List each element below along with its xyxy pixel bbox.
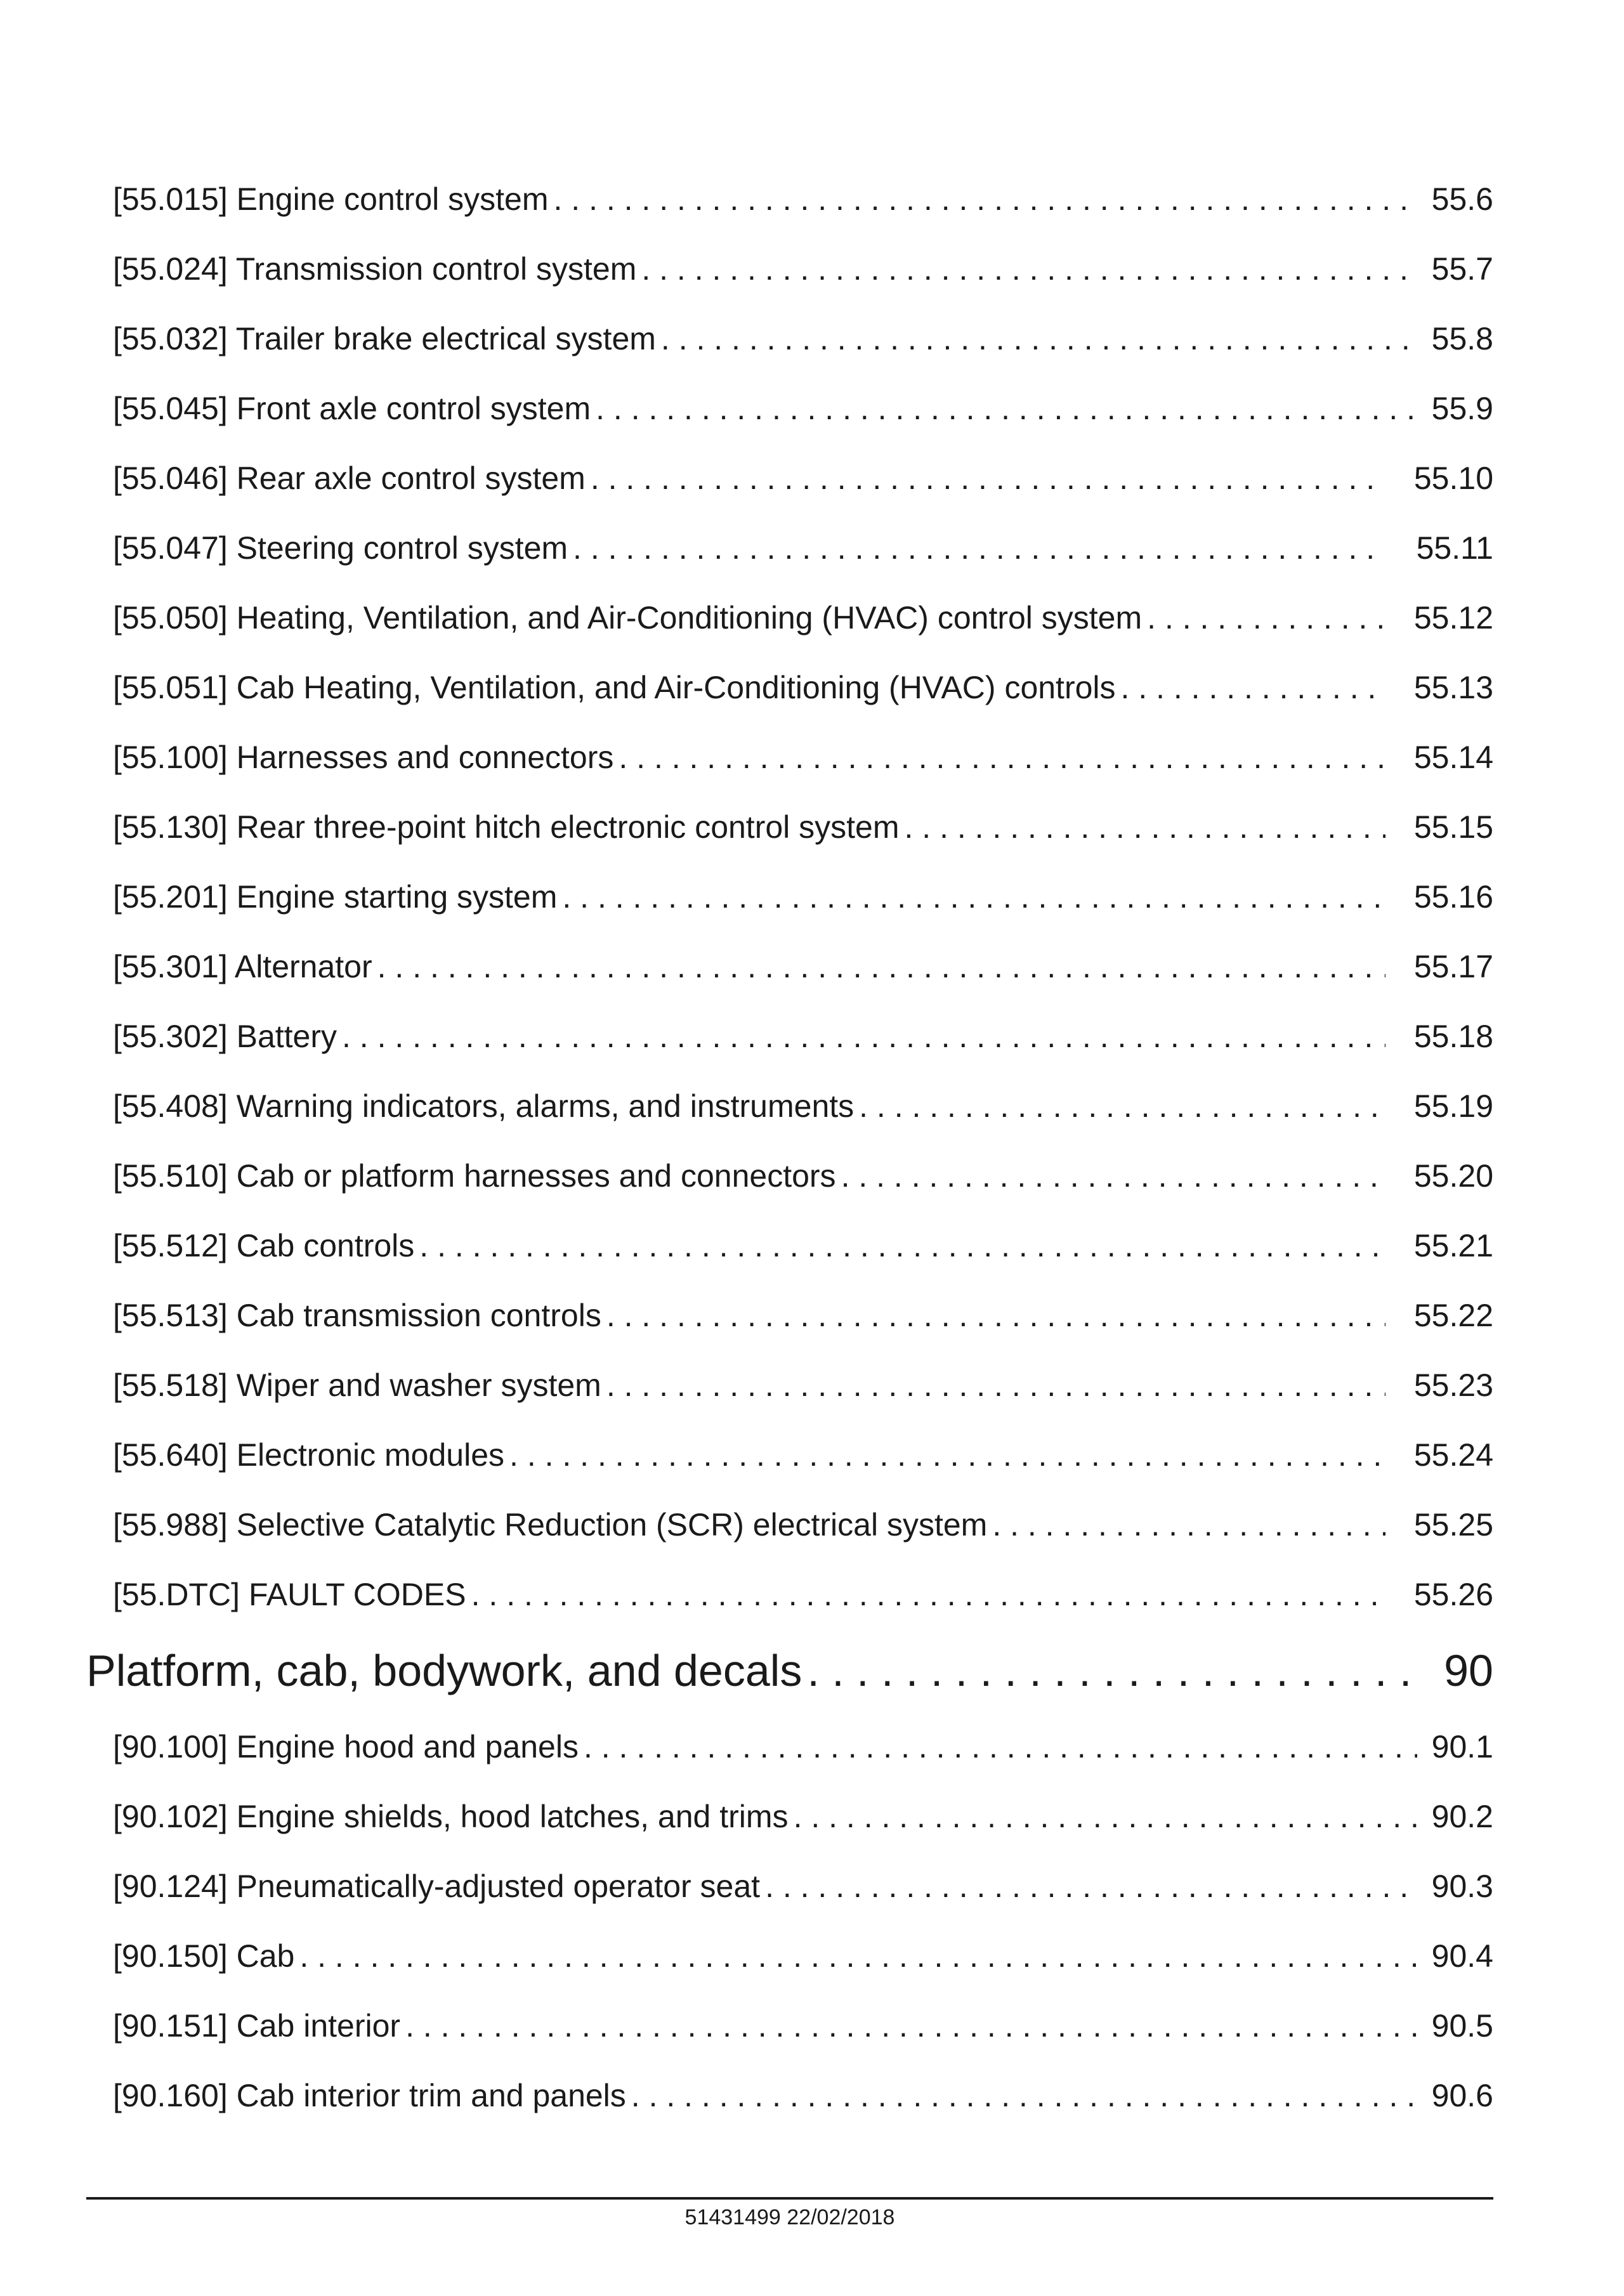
toc-entry-55-024[interactable]: [113, 250, 1493, 288]
toc-entry-label: [90.160] Cab interior trim and panels: [113, 2078, 626, 2113]
dot-leader: [841, 1157, 1385, 1195]
toc-entry-55-051[interactable]: [113, 669, 1493, 707]
toc-entry-55-032[interactable]: [113, 320, 1493, 358]
toc-entry-label: [90.124] Pneumatically-adjusted operator seat: [113, 1869, 761, 1904]
toc-entry-55-dtc[interactable]: [113, 1575, 1493, 1614]
toc-entry-page: 55.17: [1413, 949, 1493, 984]
toc-entry-label: [55.DTC] FAULT CODES: [113, 1577, 466, 1612]
toc-entry-page: 55.21: [1413, 1228, 1493, 1263]
dot-leader: [562, 878, 1385, 916]
toc-entry-label: [55.302] Battery: [113, 1019, 337, 1054]
toc-entry-label: [55.988] Selective Catalytic Reduction (SCR) electrical system: [113, 1507, 988, 1543]
toc-entry-page: 55.22: [1413, 1298, 1493, 1333]
dot-leader: [606, 1296, 1385, 1334]
dot-leader: [905, 808, 1385, 846]
toc-entry-page: 55.25: [1413, 1507, 1493, 1543]
toc-entry-page: 55.7: [1431, 251, 1493, 287]
toc-entry-page: 90.6: [1431, 2078, 1493, 2113]
toc-entry-55-640[interactable]: [113, 1436, 1493, 1474]
dot-leader: [606, 1366, 1385, 1404]
dot-leader: [807, 1644, 1424, 1697]
dot-leader: [509, 1436, 1385, 1474]
dot-leader: [1147, 599, 1385, 637]
toc-entry-55-988[interactable]: [113, 1506, 1493, 1544]
toc-entry-label: [55.045] Front axle control system: [113, 391, 591, 426]
toc-entry-page: 90.4: [1431, 1938, 1493, 1974]
toc-entry-page: 90.2: [1431, 1799, 1493, 1834]
dot-leader: [471, 1575, 1385, 1614]
dot-leader: [299, 1937, 1417, 1975]
toc-entry-page: 55.20: [1413, 1158, 1493, 1194]
toc-entry-55-201[interactable]: [113, 878, 1493, 916]
toc-entry-label: [55.510] Cab or platform harnesses and connectors: [113, 1158, 836, 1194]
toc-entry-55-045[interactable]: [113, 389, 1493, 427]
toc-entry-label: [55.050] Heating, Ventilation, and Air-Conditioning (HVAC) control system: [113, 600, 1143, 636]
dot-leader: [591, 459, 1385, 497]
toc-entry-label: [55.640] Electronic modules: [113, 1437, 505, 1473]
toc-entry-90-160[interactable]: [113, 2077, 1493, 2115]
toc-entry-label: [55.100] Harnesses and connectors: [113, 740, 614, 775]
toc-entry-label: [55.512] Cab controls: [113, 1228, 415, 1263]
toc-entry-page: 55.18: [1413, 1019, 1493, 1054]
dot-leader: [765, 1867, 1417, 1905]
dot-leader: [554, 180, 1418, 218]
toc-entry-90-150[interactable]: [113, 1937, 1493, 1975]
toc-entry-label: [55.201] Engine starting system: [113, 879, 558, 915]
toc-entry-90-151[interactable]: [113, 2007, 1493, 2045]
toc-entry-page: 55.13: [1413, 670, 1493, 705]
toc-entry-page: 55.12: [1413, 600, 1493, 636]
toc-entry-90-102[interactable]: [113, 1797, 1493, 1836]
toc-entry-label: [90.102] Engine shields, hood latches, and trims: [113, 1799, 789, 1834]
toc-entry-page: 55.10: [1413, 460, 1493, 496]
dot-leader: [641, 250, 1417, 288]
toc-entry-90-124[interactable]: [113, 1867, 1493, 1905]
toc-entry-page: 55.11: [1416, 530, 1493, 566]
toc-entry-page: 55.15: [1413, 809, 1493, 845]
toc-entry-page: 55.16: [1413, 879, 1493, 915]
toc-entry-label: [55.032] Trailer brake electrical system: [113, 321, 656, 356]
toc-entry-label: [55.518] Wiper and washer system: [113, 1367, 601, 1403]
toc-entry-label: [55.015] Engine control system: [113, 181, 549, 217]
dot-leader: [584, 1728, 1417, 1766]
dot-leader: [631, 2077, 1417, 2115]
toc-entry-page: 55.14: [1413, 740, 1493, 775]
toc-entry-page: 55.26: [1413, 1577, 1493, 1612]
toc-entry-label: [55.301] Alternator: [113, 949, 372, 984]
toc-section-page: 90: [1444, 1646, 1493, 1695]
toc-entry-page: 55.8: [1431, 321, 1493, 356]
toc-entry-55-100[interactable]: [113, 738, 1493, 776]
dot-leader: [859, 1087, 1385, 1125]
dot-leader: [405, 2007, 1417, 2045]
toc-entry-55-302[interactable]: [113, 1017, 1493, 1055]
dot-leader: [794, 1797, 1417, 1836]
toc-entry-label: [55.046] Rear axle control system: [113, 460, 586, 496]
dot-leader: [377, 948, 1385, 986]
toc-entry-label: [90.150] Cab: [113, 1938, 295, 1974]
toc-entry-page: 90.3: [1431, 1869, 1493, 1904]
dot-leader: [419, 1227, 1385, 1265]
toc-entry-label: [55.047] Steering control system: [113, 530, 568, 566]
dot-leader: [342, 1017, 1385, 1055]
dot-leader: [596, 389, 1417, 427]
toc-entry-label: [55.513] Cab transmission controls: [113, 1298, 601, 1333]
dot-leader: [661, 320, 1417, 358]
toc-entry-page: 55.19: [1413, 1088, 1493, 1124]
toc-entry-55-046[interactable]: [113, 459, 1493, 497]
toc-entry-55-518[interactable]: [113, 1366, 1493, 1404]
toc-entry-55-050[interactable]: [113, 599, 1493, 637]
toc-entry-55-047[interactable]: [113, 529, 1493, 567]
footer-divider: [86, 2197, 1493, 2200]
toc-entry-label: [55.051] Cab Heating, Ventilation, and Air-Conditioning (HVAC) controls: [113, 670, 1116, 705]
toc-entry-label: [55.408] Warning indicators, alarms, and instruments: [113, 1088, 855, 1124]
toc-entry-label: [55.024] Transmission control system: [113, 251, 637, 287]
toc-entry-55-130[interactable]: [113, 808, 1493, 846]
toc-entry-page: 55.24: [1413, 1437, 1493, 1473]
toc-entry-page: 55.9: [1431, 391, 1493, 426]
footer-doc-ref: 51431499 22/02/2018: [684, 2205, 895, 2229]
toc-entry-55-301[interactable]: [113, 948, 1493, 986]
toc-entry-label: [90.151] Cab interior: [113, 2008, 401, 2044]
toc-entry-90-100[interactable]: [113, 1728, 1493, 1766]
toc-entry-label: [55.130] Rear three-point hitch electronic control system: [113, 809, 900, 845]
toc-entry-55-015[interactable]: [113, 180, 1493, 218]
toc-entry-55-408[interactable]: [113, 1087, 1493, 1125]
toc-entry-page: 55.6: [1431, 181, 1493, 217]
dot-leader: [573, 529, 1385, 567]
toc-section-90[interactable]: [86, 1644, 1493, 1697]
toc-entry-55-510[interactable]: [113, 1157, 1493, 1195]
toc-entry-label: [90.100] Engine hood and panels: [113, 1729, 579, 1764]
toc-entry-page: 90.1: [1431, 1729, 1493, 1764]
dot-leader: [992, 1506, 1385, 1544]
toc-section-label: Platform, cab, bodywork, and decals: [86, 1646, 802, 1695]
dot-leader: [1121, 669, 1385, 707]
toc-entry-page: 55.23: [1413, 1367, 1493, 1403]
toc-entry-page: 90.5: [1431, 2008, 1493, 2044]
toc-entry-55-513[interactable]: [113, 1296, 1493, 1334]
toc-entry-55-512[interactable]: [113, 1227, 1493, 1265]
dot-leader: [619, 738, 1385, 776]
